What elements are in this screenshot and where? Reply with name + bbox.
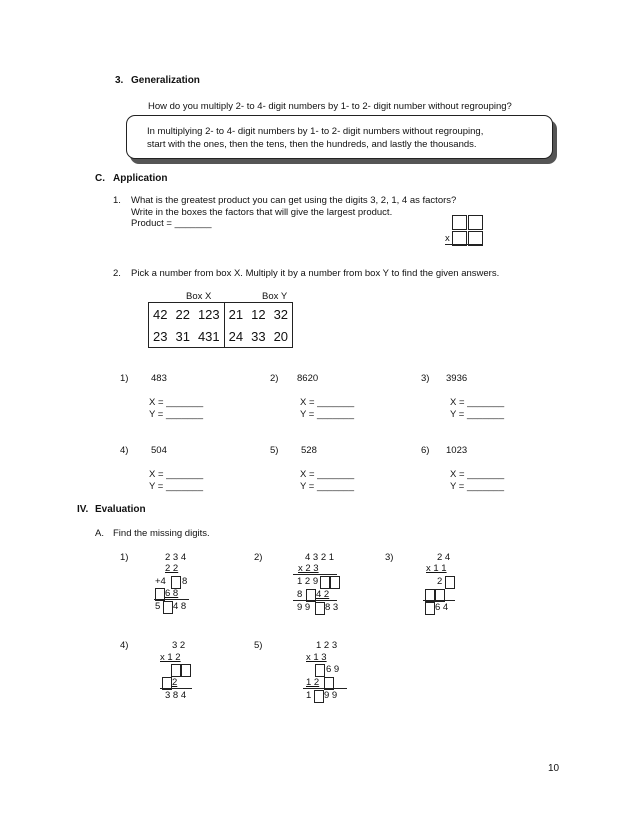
- eval-digits: 2: [172, 677, 178, 688]
- problem-answer: 3936: [446, 373, 468, 384]
- problem-blanks: [450, 397, 504, 420]
- sum-line: [160, 688, 192, 689]
- problem-number: 1): [120, 373, 129, 384]
- eval-digits: 2: [437, 576, 443, 587]
- section-number: C.: [95, 173, 105, 184]
- box-y-cell: 24: [224, 325, 247, 348]
- eval-digits: x 1 2: [160, 652, 181, 663]
- subsection-number: A.: [95, 528, 104, 539]
- x-blank[interactable]: X = _______: [149, 469, 204, 480]
- eval-digits: 1: [306, 690, 312, 701]
- box-x-cell: 31: [171, 325, 193, 348]
- eval-digits: 5: [155, 601, 161, 612]
- callout-line: start with the ones, then the tens, then the hundreds, and lastly the thousands.: [147, 139, 477, 150]
- times-sign: x: [445, 233, 450, 244]
- box-x-cell: 42: [149, 303, 172, 326]
- eval-digits: +4: [155, 576, 166, 587]
- problem-answer: 528: [301, 445, 317, 456]
- problem-blanks: [450, 469, 504, 492]
- missing-digit-box[interactable]: [320, 576, 330, 589]
- section-heading: Application: [113, 173, 168, 184]
- eval-digits: x 2 3: [298, 563, 319, 574]
- eval-digits: 6 4: [435, 602, 449, 613]
- section-heading: Evaluation: [95, 504, 146, 515]
- sum-line: [423, 600, 455, 601]
- eval-digits: 9 9: [324, 690, 338, 701]
- question-text: [131, 195, 456, 230]
- callout-line: In multiplying 2- to 4- digit numbers by 1- to 2- digit numbers without regrouping,: [147, 126, 484, 137]
- product-line: [293, 574, 337, 575]
- problem-number: 3): [385, 552, 394, 563]
- box-y-cell: 32: [270, 303, 293, 326]
- question-line: Product = _______: [131, 218, 212, 229]
- problem-blanks: [149, 397, 203, 420]
- problem-number: 3): [421, 373, 430, 384]
- problem-number: 2): [254, 552, 263, 563]
- y-blank[interactable]: Y = _______: [300, 480, 354, 492]
- eval-digits: 4 3 2 1: [305, 552, 335, 563]
- problem-blanks: [300, 469, 354, 492]
- problem-answer: 504: [151, 445, 167, 456]
- sum-line: [293, 600, 337, 601]
- eval-digits: 6 9: [326, 664, 340, 675]
- missing-digit-box[interactable]: [163, 601, 173, 614]
- box-y-label: Box Y: [262, 291, 288, 302]
- eval-digits: 8: [182, 576, 188, 587]
- page-number: 10: [548, 763, 560, 774]
- answer-box[interactable]: [468, 215, 483, 230]
- y-blank[interactable]: Y = _______: [300, 408, 354, 420]
- box-x-cell: 123: [194, 303, 224, 326]
- box-y-cell: 12: [247, 303, 269, 326]
- problem-number: 6): [421, 445, 430, 456]
- eval-digits: 9 9: [297, 602, 311, 613]
- x-blank[interactable]: X = _______: [450, 469, 505, 480]
- question-line: What is the greatest product you can get using the digits 3, 2, 1, 4 as factors?: [131, 195, 457, 206]
- eval-digits: 2 4: [437, 552, 451, 563]
- question-number: 1.: [113, 195, 121, 206]
- problem-number: 5): [270, 445, 279, 456]
- box-y-cell: 20: [270, 325, 293, 348]
- sum-line: [154, 599, 189, 600]
- section-number: IV.: [77, 504, 89, 515]
- box-x-cell: 22: [171, 303, 193, 326]
- problem-answer: 1023: [446, 445, 468, 456]
- eval-digits: 1 2 3: [316, 640, 338, 651]
- box-y-cell: 21: [224, 303, 247, 326]
- generalization-question: How do you multiply 2- to 4- digit numbers by 1- to 2- digit number without regrouping?: [148, 101, 512, 112]
- eval-digits: 2 2: [165, 563, 179, 574]
- x-blank[interactable]: X = _______: [450, 397, 505, 408]
- missing-digit-box[interactable]: [314, 690, 324, 703]
- eval-digits: 8: [297, 589, 303, 600]
- eval-digits: 4 8: [173, 601, 187, 612]
- question-text: Pick a number from box X. Multiply it by a number from box Y to find the given answers.: [131, 268, 500, 279]
- section-heading: Generalization: [131, 75, 200, 86]
- eval-digits: 4 2: [316, 589, 330, 600]
- eval-digits: 3 8 4: [165, 690, 187, 701]
- problem-blanks: [149, 469, 203, 492]
- y-blank[interactable]: Y = _______: [149, 480, 203, 492]
- missing-digit-box[interactable]: [425, 602, 435, 615]
- product-line: [445, 244, 483, 245]
- eval-digits: 6 8: [165, 588, 179, 599]
- subsection-heading: Find the missing digits.: [113, 528, 210, 539]
- eval-digits: 3 2: [172, 640, 186, 651]
- number-boxes-table: [148, 302, 293, 348]
- eval-digits: x 1 3: [306, 652, 327, 663]
- box-x-cell: 23: [149, 325, 172, 348]
- eval-digits: 1 2: [306, 677, 320, 688]
- box-x-cell: 431: [194, 325, 224, 348]
- problem-number: 2): [270, 373, 279, 384]
- problem-number: 5): [254, 640, 263, 651]
- x-blank[interactable]: X = _______: [149, 397, 204, 408]
- missing-digit-box[interactable]: [171, 664, 181, 677]
- missing-digit-box[interactable]: [181, 664, 191, 677]
- question-line: Write in the boxes the factors that will give the largest product.: [131, 206, 393, 218]
- missing-digit-box[interactable]: [315, 602, 325, 615]
- box-y-cell: 33: [247, 325, 269, 348]
- problem-number: 4): [120, 445, 129, 456]
- problem-number: 1): [120, 552, 129, 563]
- x-blank[interactable]: X = _______: [300, 397, 355, 408]
- problem-answer: 483: [151, 373, 167, 384]
- question-number: 2.: [113, 268, 121, 279]
- generalization-callout: [126, 115, 553, 159]
- eval-digits: 1 2 9: [297, 576, 319, 587]
- answer-box[interactable]: [452, 215, 467, 230]
- problem-answer: 8620: [297, 373, 319, 384]
- problem-number: 4): [120, 640, 129, 651]
- y-blank[interactable]: Y = _______: [450, 480, 504, 492]
- eval-digits: x 1 1: [426, 563, 447, 574]
- y-blank[interactable]: Y = _______: [450, 408, 504, 420]
- missing-digit-box[interactable]: [445, 576, 455, 589]
- missing-digit-box[interactable]: [315, 664, 325, 677]
- eval-digits: 2 3 4: [165, 552, 187, 563]
- missing-digit-box[interactable]: [330, 576, 340, 589]
- sum-line: [303, 688, 347, 689]
- eval-digits: 8 3: [325, 602, 339, 613]
- section-number: 3.: [115, 75, 124, 86]
- x-blank[interactable]: X = _______: [300, 469, 355, 480]
- y-blank[interactable]: Y = _______: [149, 408, 203, 420]
- box-x-label: Box X: [186, 291, 212, 302]
- problem-blanks: [300, 397, 354, 420]
